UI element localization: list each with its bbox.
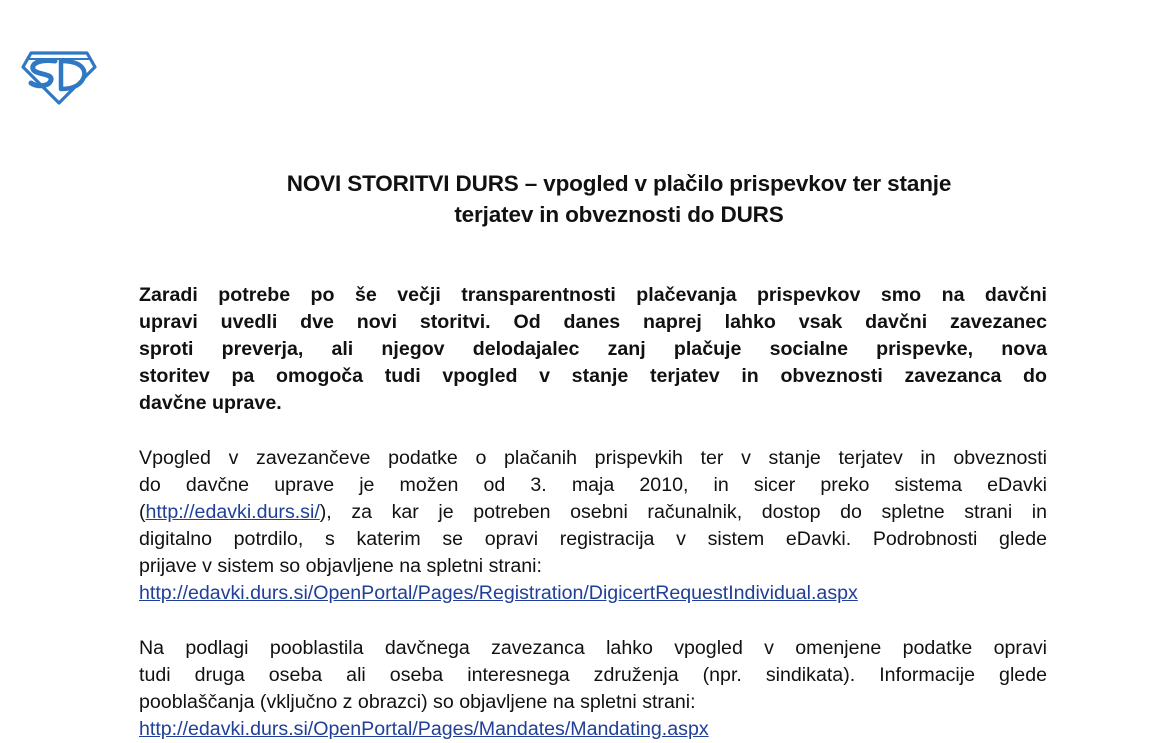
intro-line: Zaradi potrebe po še večji transparentnosti plačevanja prispevkov smo na davčni (139, 284, 1047, 306)
access-link-line (139, 580, 1047, 607)
access-line: Vpogled v zavezančeve podatke o plačanih prispevkih ter v stanje terjatev in obveznosti (139, 447, 1047, 469)
access-line (139, 499, 1047, 526)
mandates-link[interactable]: http://edavki.durs.si/OpenPortal/Pages/Mandates/Mandating.aspx (139, 718, 709, 740)
document-body (139, 282, 1047, 743)
page-title (140, 168, 1098, 230)
access-line: prijave v sistem so objavljene na spletni strani: (139, 555, 542, 577)
access-line: digitalno potrdilo, s katerim se opravi registracija v sistem eDavki. Podrobnosti glede (139, 528, 1047, 550)
authorization-line: tudi druga oseba ali oseba interesnega združenja (npr. sindikata). Informacije glede (139, 664, 1047, 686)
authorization-paragraph (139, 635, 1047, 743)
authorization-line: Na podlagi pooblastila davčnega zavezanca lahko vpogled v omenjene podatke opravi (139, 637, 1047, 659)
registration-link[interactable]: http://edavki.durs.si/OpenPortal/Pages/Registration/DigicertRequestIndividual.aspx (139, 582, 858, 604)
access-line-3-rest: ), za kar je potreben osebni računalnik, dostop do spletne strani in (319, 501, 1047, 523)
intro-paragraph (139, 282, 1047, 417)
intro-line: upravi uvedli dve novi storitvi. Od danes naprej lahko vsak davčni zavezanec (139, 311, 1047, 333)
title-line-2: terjatev in obveznosti do DURS (454, 202, 784, 227)
durs-logo (21, 47, 97, 105)
access-line: do davčne uprave je možen od 3. maja 2010, in sicer preko sistema eDavki (139, 474, 1047, 496)
access-paragraph (139, 445, 1047, 607)
edavki-link[interactable]: http://edavki.durs.si/ (145, 501, 320, 523)
intro-line: storitev pa omogoča tudi vpogled v stanje terjatev in obveznosti zavezanca do (139, 365, 1047, 387)
intro-line: sproti preverja, ali njegov delodajalec zanj plačuje socialne prispevke, nova (139, 338, 1047, 360)
title-line-1: NOVI STORITVI DURS – vpogled v plačilo prispevkov ter stanje (286, 171, 952, 196)
authorization-line: pooblaščanja (vključno z obrazci) so objavljene na spletni strani: (139, 691, 696, 713)
paren-open: ( (139, 501, 146, 523)
intro-line: davčne uprave. (139, 392, 282, 414)
authorization-link-line (139, 716, 1047, 743)
